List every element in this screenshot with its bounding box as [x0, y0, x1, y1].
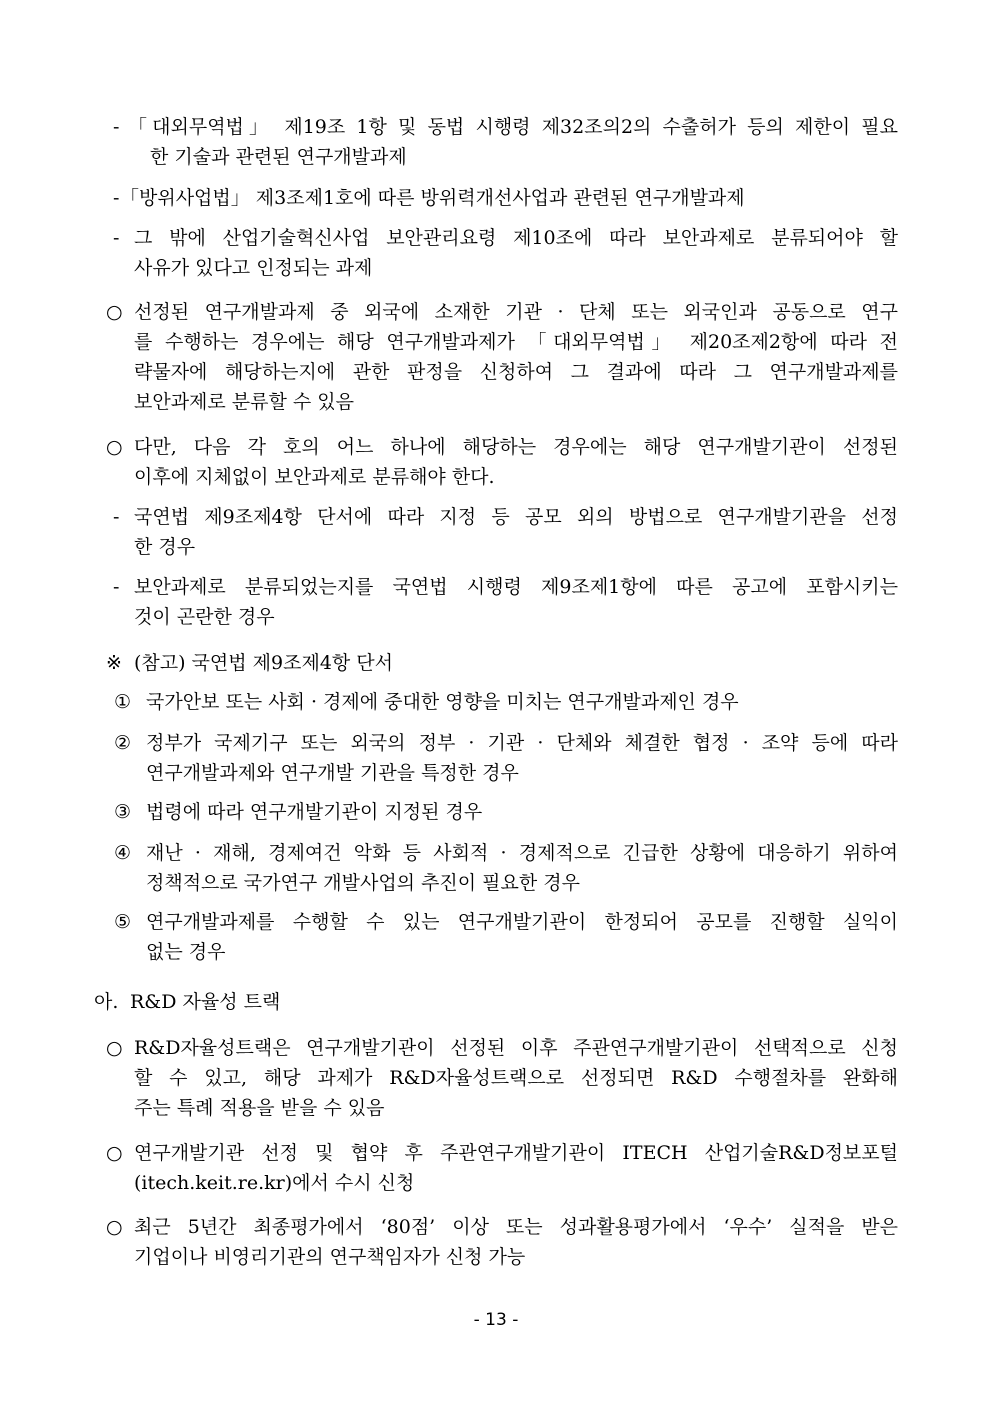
text-line: 다만, 다음 각 호의 어느 하나에 해당하는 경우에는 해당 연구개발기관이 선정된	[134, 436, 898, 458]
number-marker: ①	[114, 691, 132, 713]
text-line: 재난 · 재해, 경제여건 악화 등 사회적 · 경제적으로 긴급한 상황에 대응하기 위하여	[146, 842, 898, 864]
text-line: 를 수행하는 경우에는 해당 연구개발과제가 「대외무역법」 제20조제2항에 따라 전	[134, 331, 898, 353]
dash-marker: -	[113, 116, 120, 138]
text-line: 없는 경우	[146, 941, 226, 963]
text-line: 국연법 제9조제4항 단서에 따라 지정 등 공모 외의 방법으로 연구개발기관을 선정	[134, 506, 898, 528]
page-number: - 13 -	[473, 1310, 519, 1330]
text-line: 연구개발과제를 수행할 수 있는 연구개발기관이 한정되어 공모를 진행할 실익이	[146, 911, 898, 933]
circle-marker: ○	[106, 1037, 123, 1059]
text-line: 정부가 국제기구 또는 외국의 정부 · 기관 · 단체와 체결한 협정 · 조약 등에 따라	[146, 732, 898, 754]
reference-mark: ※	[106, 652, 122, 674]
text-line: 략물자에 해당하는지에 관한 판정을 신청하여 그 결과에 따라 그 연구개발과제를	[134, 361, 898, 383]
text-line: 보안과제로 분류되었는지를 국연법 시행령 제9조제1항에 따른 공고에 포함시키는	[134, 576, 898, 598]
text-line: 국가안보 또는 사회 · 경제에 중대한 영향을 미치는 연구개발과제인 경우	[146, 691, 739, 713]
number-marker: ⑤	[114, 911, 132, 933]
list-item	[146, 687, 846, 717]
list-item	[146, 838, 898, 898]
dash-marker: -	[113, 506, 120, 528]
text-line: 연구개발기관 선정 및 협약 후 주관연구개발기관이 ITECH 산업기술R&D정보포털	[134, 1142, 898, 1164]
list-item	[134, 223, 898, 283]
list-item	[134, 432, 898, 492]
list-item	[134, 1033, 898, 1123]
text-line: 기업이나 비영리기관의 연구책임자가 신청 가능	[134, 1246, 526, 1268]
circle-marker: ○	[106, 436, 123, 458]
text-line: 선정된 연구개발과제 중 외국에 소재한 기관 · 단체 또는 외국인과 공동으로 연구	[134, 301, 898, 323]
text-line: (itech.keit.re.kr)에서 수시 신청	[134, 1172, 415, 1194]
list-item	[120, 183, 820, 213]
text-line: 정책적으로 국가연구 개발사업의 추진이 필요한 경우	[146, 872, 580, 894]
number-marker: ④	[114, 842, 132, 864]
circle-marker: ○	[106, 1216, 123, 1238]
circle-marker: ○	[106, 1142, 123, 1164]
text-line: 법령에 따라 연구개발기관이 지정된 경우	[146, 801, 483, 823]
text-line: 그 밖에 산업기술혁신사업 보안관리요령 제10조에 따라 보안과제로 분류되어야 할	[134, 227, 898, 249]
list-item	[128, 112, 898, 172]
list-item	[134, 572, 898, 632]
number-marker: ③	[114, 801, 132, 823]
text-line: (참고) 국연법 제9조제4항 단서	[134, 652, 394, 674]
text-line: R&D자율성트랙은 연구개발기관이 선정된 이후 주관연구개발기관이 선택적으로 신청	[134, 1037, 898, 1059]
dash-marker: -	[113, 187, 120, 209]
text-line: 주는 특례 적용을 받을 수 있음	[134, 1097, 385, 1119]
text-line: 연구개발과제와 연구개발 기관을 특정한 경우	[146, 762, 519, 784]
text-line: 한 기술과 관련된 연구개발과제	[150, 146, 407, 168]
section-heading	[130, 987, 430, 1017]
dash-marker: -	[113, 576, 120, 598]
text-line: 최근 5년간 최종평가에서 ‘80점’ 이상 또는 성과활용평가에서 ‘우수’ 실적을 받은	[134, 1216, 898, 1238]
text-line: 할 수 있고, 해당 과제가 R&D자율성트랙으로 선정되면 R&D 수행절차를 완화해	[134, 1067, 898, 1089]
text-line: 「방위사업법」 제3조제1호에 따른 방위력개선사업과 관련된 연구개발과제	[120, 187, 745, 209]
list-item	[134, 502, 898, 562]
text-line: 「대외무역법」 제19조 1항 및 동법 시행령 제32조의2의 수출허가 등의 제한이 필요	[128, 116, 898, 138]
list-item	[146, 907, 898, 967]
dash-marker: -	[113, 227, 120, 249]
number-marker: ②	[114, 732, 132, 754]
list-item	[146, 797, 646, 827]
text-line: 것이 곤란한 경우	[134, 606, 275, 628]
text-line: 사유가 있다고 인정되는 과제	[134, 257, 373, 279]
text-line: R&D 자율성 트랙	[130, 991, 281, 1013]
circle-marker: ○	[106, 301, 123, 323]
list-item	[134, 648, 534, 678]
list-item	[134, 1212, 898, 1272]
section-marker: 아.	[94, 991, 119, 1013]
text-line: 한 경우	[134, 536, 196, 558]
text-line: 보안과제로 분류할 수 있음	[134, 391, 355, 413]
list-item	[134, 297, 898, 417]
text-line: 이후에 지체없이 보안과제로 분류해야 한다.	[134, 466, 495, 488]
list-item	[134, 1138, 898, 1198]
list-item	[146, 728, 898, 788]
